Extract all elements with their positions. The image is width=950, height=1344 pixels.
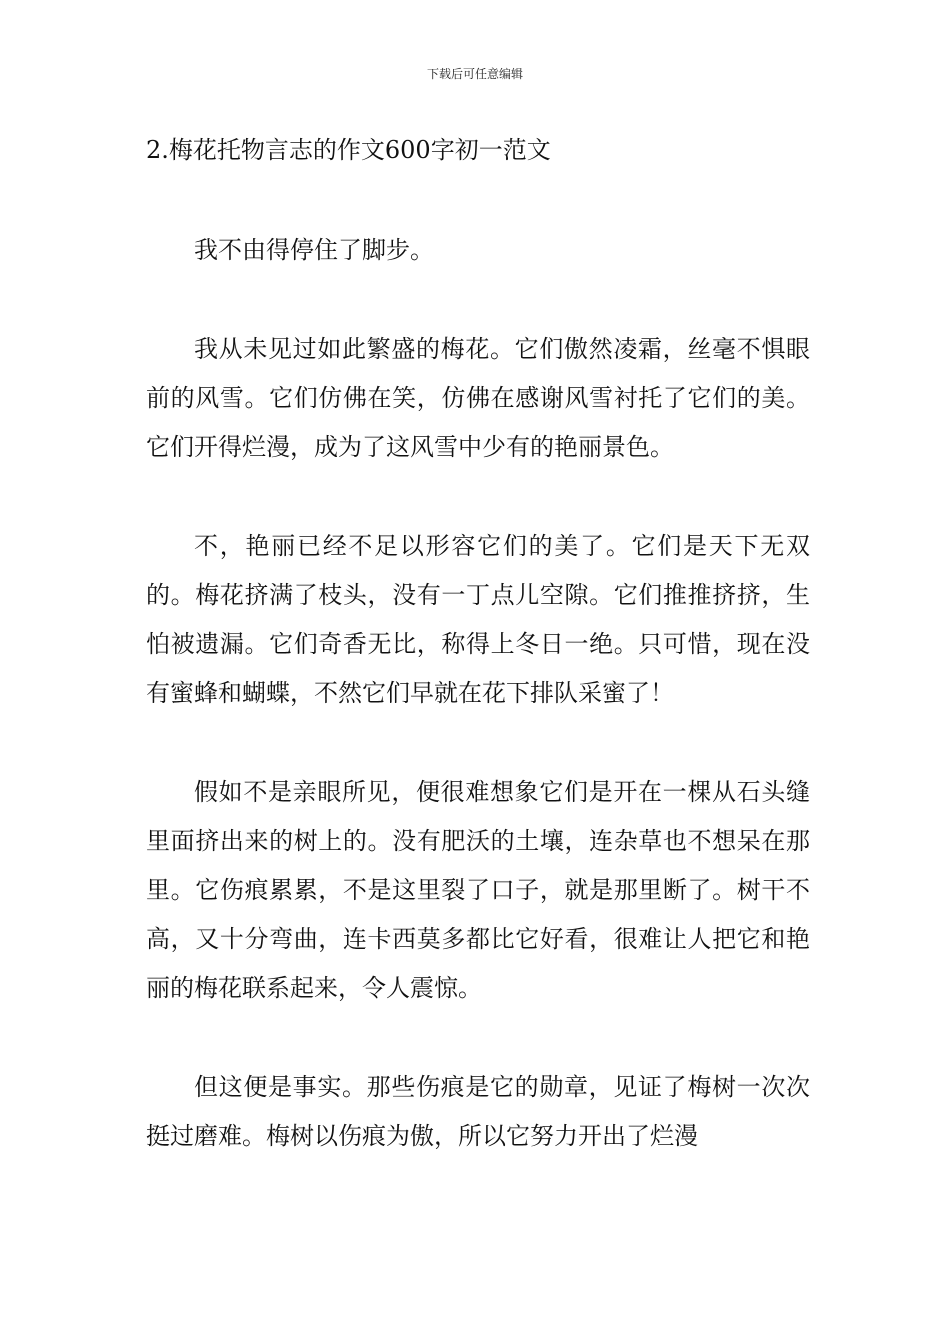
page-header: 下载后可任意编辑 — [426, 67, 523, 81]
document-title: 2.梅花托物言志的作文600字初一范文 — [146, 136, 551, 164]
paragraph-4: 假如不是亲眼所见，便很难想象它们是开在一棵从石头缝里面挤出来的树上的。没有肥沃的土壤，连杂草也不想呆在那里。它伤痕累累，不是这里裂了口子，就是那里断了。树干不高，又十分弯曲，连卡西莫多都比它好看，很难让人把它和艳丽的梅花联系起来，令人震惊。 — [146, 778, 810, 1002]
paragraph-5: 但这便是事实。那些伤痕是它的勋章，见证了梅树一次次挺过磨难。梅树以伤痕为傲，所以它努力开出了烂漫 — [146, 1073, 810, 1150]
spacer — [146, 275, 810, 325]
paragraph-1: 我不由得停住了脚步。 — [194, 236, 434, 264]
document-body — [146, 130, 810, 1161]
paragraph-2: 我从未见过如此繁盛的梅花。它们傲然凌霜，丝毫不惧眼前的风雪。它们仿佛在笑，仿佛在感谢风雪衬托了它们的美。它们开得烂漫，成为了这风雪中少有的艳丽景色。 — [146, 335, 810, 461]
spacer — [146, 1013, 810, 1063]
spacer — [146, 472, 810, 522]
spacer — [146, 170, 810, 226]
paragraph-3: 不，艳丽已经不足以形容它们的美了。它们是天下无双的。梅花挤满了枝头，没有一丁点儿空隙。它们推推挤挤，生怕被遗漏。它们奇香无比，称得上冬日一绝。只可惜，现在没有蜜蜂和蝴蝶，不然它们早就在花下排队采蜜了！ — [146, 532, 810, 707]
spacer — [146, 718, 810, 768]
